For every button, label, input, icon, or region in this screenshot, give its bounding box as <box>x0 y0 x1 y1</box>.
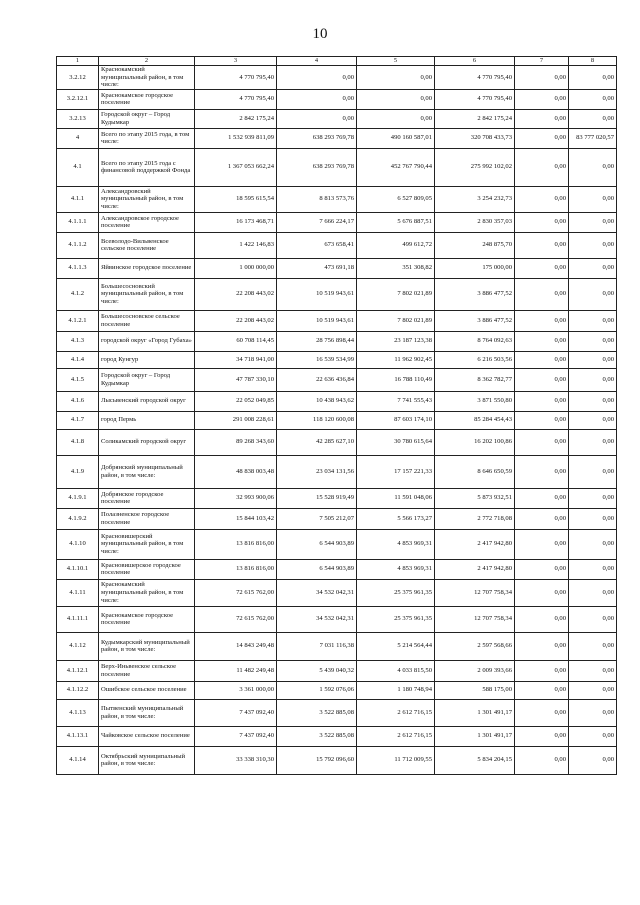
cell-territory-name: Верх-Иньвенское сельское поселение <box>99 660 195 681</box>
cell-local-budget: 2 417 942,80 <box>435 559 515 579</box>
cell-local-budget: 8 646 650,59 <box>435 455 515 488</box>
cell-additional-sources: 0,00 <box>569 351 617 368</box>
cell-total-cost: 11 482 249,48 <box>195 660 277 681</box>
cell-fund-support: 16 539 534,99 <box>277 351 357 368</box>
cell-fund-support: 6 544 903,89 <box>277 559 357 579</box>
cell-territory-name: Всеволодо-Вильвенское сельское поселение <box>99 232 195 258</box>
table-row <box>57 331 617 351</box>
table-row <box>57 746 617 774</box>
table-row <box>57 699 617 726</box>
cell-territory-name: Яйвинское городское поселение <box>99 258 195 278</box>
cell-fund-support: 1 592 076,06 <box>277 681 357 699</box>
cell-local-budget: 8 362 782,77 <box>435 368 515 391</box>
cell-local-budget: 2 842 175,24 <box>435 109 515 128</box>
cell-territory-name: Соликамский городской округ <box>99 429 195 455</box>
cell-total-cost: 89 268 343,60 <box>195 429 277 455</box>
cell-regional-budget: 7 802 021,89 <box>357 278 435 310</box>
cell-fund-support: 7 031 116,38 <box>277 632 357 660</box>
cell-territory-name: Краснокамское городское поселение <box>99 89 195 109</box>
cell-local-budget: 2 597 568,66 <box>435 632 515 660</box>
cell-local-budget: 2 417 942,80 <box>435 529 515 559</box>
col-header: 5 <box>357 57 435 66</box>
cell-additional-sources: 0,00 <box>569 508 617 529</box>
table-row <box>57 128 617 148</box>
table-row <box>57 109 617 128</box>
cell-local-budget: 2 772 718,08 <box>435 508 515 529</box>
cell-other-sources: 0,00 <box>515 331 569 351</box>
col-header: 3 <box>195 57 277 66</box>
table-row <box>57 391 617 411</box>
cell-fund-support: 22 636 436,84 <box>277 368 357 391</box>
table-row <box>57 726 617 746</box>
cell-total-cost: 1 367 053 662,24 <box>195 148 277 186</box>
cell-other-sources: 0,00 <box>515 66 569 90</box>
cell-regional-budget: 7 802 021,89 <box>357 310 435 331</box>
table-row <box>57 660 617 681</box>
cell-additional-sources: 0,00 <box>569 109 617 128</box>
cell-other-sources: 0,00 <box>515 232 569 258</box>
cell-local-budget: 4 770 795,40 <box>435 66 515 90</box>
cell-local-budget: 2 830 357,03 <box>435 212 515 232</box>
cell-local-budget: 16 202 100,86 <box>435 429 515 455</box>
cell-territory-name: город Пермь <box>99 411 195 429</box>
cell-total-cost: 72 615 762,00 <box>195 606 277 632</box>
cell-total-cost: 72 615 762,00 <box>195 579 277 606</box>
table-row <box>57 186 617 212</box>
cell-total-cost: 22 052 049,85 <box>195 391 277 411</box>
cell-additional-sources: 0,00 <box>569 411 617 429</box>
cell-other-sources: 0,00 <box>515 411 569 429</box>
cell-additional-sources: 0,00 <box>569 232 617 258</box>
cell-other-sources: 0,00 <box>515 258 569 278</box>
cell-local-budget: 275 992 102,02 <box>435 148 515 186</box>
cell-fund-support: 28 756 898,44 <box>277 331 357 351</box>
cell-regional-budget: 11 591 048,06 <box>357 488 435 508</box>
cell-additional-sources: 0,00 <box>569 660 617 681</box>
cell-other-sources: 0,00 <box>515 186 569 212</box>
cell-total-cost: 13 816 816,00 <box>195 559 277 579</box>
cell-other-sources: 0,00 <box>515 109 569 128</box>
cell-additional-sources: 0,00 <box>569 310 617 331</box>
cell-territory-name: Всего по этапу 2015 года, в том числе: <box>99 128 195 148</box>
cell-fund-support: 3 522 885,08 <box>277 726 357 746</box>
cell-regional-budget: 4 853 969,31 <box>357 529 435 559</box>
cell-row-number: 3.2.13 <box>57 109 99 128</box>
cell-local-budget: 12 707 758,34 <box>435 579 515 606</box>
cell-total-cost: 32 993 900,06 <box>195 488 277 508</box>
cell-row-number: 4.1.13 <box>57 699 99 726</box>
cell-row-number: 4.1.1 <box>57 186 99 212</box>
cell-row-number: 4.1.14 <box>57 746 99 774</box>
table-row <box>57 529 617 559</box>
cell-regional-budget: 6 527 809,05 <box>357 186 435 212</box>
cell-territory-name: Краснокамский муниципальный район, в том числе: <box>99 66 195 90</box>
cell-fund-support: 5 439 040,32 <box>277 660 357 681</box>
cell-row-number: 4.1.9.1 <box>57 488 99 508</box>
cell-territory-name: Александровское городское поселение <box>99 212 195 232</box>
cell-local-budget: 248 875,70 <box>435 232 515 258</box>
cell-regional-budget: 1 180 748,94 <box>357 681 435 699</box>
cell-additional-sources: 83 777 020,57 <box>569 128 617 148</box>
col-header: 8 <box>569 57 617 66</box>
cell-regional-budget: 11 962 902,45 <box>357 351 435 368</box>
cell-row-number: 4.1.7 <box>57 411 99 429</box>
cell-territory-name: Ошибское сельское поселение <box>99 681 195 699</box>
cell-row-number: 4.1.1.1 <box>57 212 99 232</box>
cell-regional-budget: 5 566 173,27 <box>357 508 435 529</box>
cell-additional-sources: 0,00 <box>569 681 617 699</box>
cell-other-sources: 0,00 <box>515 278 569 310</box>
cell-regional-budget: 4 853 969,31 <box>357 559 435 579</box>
cell-other-sources: 0,00 <box>515 726 569 746</box>
table-row <box>57 411 617 429</box>
cell-fund-support: 0,00 <box>277 66 357 90</box>
cell-total-cost: 16 173 468,71 <box>195 212 277 232</box>
cell-other-sources: 0,00 <box>515 699 569 726</box>
cell-additional-sources: 0,00 <box>569 488 617 508</box>
cell-other-sources: 0,00 <box>515 559 569 579</box>
cell-additional-sources: 0,00 <box>569 89 617 109</box>
table-row <box>57 148 617 186</box>
cell-row-number: 4.1.10 <box>57 529 99 559</box>
cell-fund-support: 7 505 212,07 <box>277 508 357 529</box>
cell-regional-budget: 4 033 815,50 <box>357 660 435 681</box>
cell-additional-sources: 0,00 <box>569 429 617 455</box>
cell-total-cost: 22 208 443,02 <box>195 310 277 331</box>
cell-local-budget: 4 770 795,40 <box>435 89 515 109</box>
cell-local-budget: 1 301 491,17 <box>435 726 515 746</box>
cell-local-budget: 175 000,00 <box>435 258 515 278</box>
cell-total-cost: 7 437 092,40 <box>195 726 277 746</box>
cell-row-number: 4.1.3 <box>57 331 99 351</box>
cell-local-budget: 5 834 204,15 <box>435 746 515 774</box>
cell-additional-sources: 0,00 <box>569 258 617 278</box>
cell-total-cost: 15 844 103,42 <box>195 508 277 529</box>
cell-other-sources: 0,00 <box>515 681 569 699</box>
cell-additional-sources: 0,00 <box>569 278 617 310</box>
cell-row-number: 4.1.1.3 <box>57 258 99 278</box>
cell-row-number: 4.1.11.1 <box>57 606 99 632</box>
cell-additional-sources: 0,00 <box>569 455 617 488</box>
cell-total-cost: 14 843 249,48 <box>195 632 277 660</box>
cell-total-cost: 60 708 114,45 <box>195 331 277 351</box>
cell-other-sources: 0,00 <box>515 508 569 529</box>
table-row <box>57 368 617 391</box>
cell-other-sources: 0,00 <box>515 660 569 681</box>
cell-row-number: 4.1.8 <box>57 429 99 455</box>
cell-territory-name: Красновишерский муниципальный район, в том числе: <box>99 529 195 559</box>
cell-additional-sources: 0,00 <box>569 632 617 660</box>
cell-territory-name: Всего по этапу 2015 года с финансовой поддержкой Фонда <box>99 148 195 186</box>
cell-local-budget: 5 873 932,51 <box>435 488 515 508</box>
cell-other-sources: 0,00 <box>515 632 569 660</box>
cell-row-number: 4.1.2 <box>57 278 99 310</box>
cell-local-budget: 3 254 232,73 <box>435 186 515 212</box>
cell-territory-name: Октябрьский муниципальный район, в том числе: <box>99 746 195 774</box>
cell-total-cost: 1 422 146,83 <box>195 232 277 258</box>
cell-fund-support: 638 293 769,78 <box>277 128 357 148</box>
cell-fund-support: 638 293 769,78 <box>277 148 357 186</box>
cell-other-sources: 0,00 <box>515 746 569 774</box>
cell-regional-budget: 351 308,82 <box>357 258 435 278</box>
table-row <box>57 488 617 508</box>
cell-total-cost: 2 842 175,24 <box>195 109 277 128</box>
cell-other-sources: 0,00 <box>515 148 569 186</box>
cell-other-sources: 0,00 <box>515 128 569 148</box>
cell-additional-sources: 0,00 <box>569 559 617 579</box>
cell-fund-support: 10 438 943,62 <box>277 391 357 411</box>
budget-table <box>56 56 617 775</box>
cell-regional-budget: 5 676 887,51 <box>357 212 435 232</box>
cell-territory-name: Добрянское городское поселение <box>99 488 195 508</box>
cell-row-number: 4.1.4 <box>57 351 99 368</box>
cell-fund-support: 10 519 943,61 <box>277 310 357 331</box>
cell-row-number: 4.1.5 <box>57 368 99 391</box>
cell-total-cost: 4 770 795,40 <box>195 89 277 109</box>
cell-regional-budget: 17 157 221,33 <box>357 455 435 488</box>
cell-row-number: 4.1.12 <box>57 632 99 660</box>
cell-additional-sources: 0,00 <box>569 368 617 391</box>
cell-total-cost: 48 838 003,48 <box>195 455 277 488</box>
cell-additional-sources: 0,00 <box>569 529 617 559</box>
cell-total-cost: 291 008 228,61 <box>195 411 277 429</box>
cell-row-number: 4.1.10.1 <box>57 559 99 579</box>
col-header: 7 <box>515 57 569 66</box>
cell-fund-support: 0,00 <box>277 109 357 128</box>
cell-additional-sources: 0,00 <box>569 579 617 606</box>
table-row <box>57 66 617 90</box>
cell-row-number: 4 <box>57 128 99 148</box>
table-row <box>57 310 617 331</box>
cell-total-cost: 34 718 941,00 <box>195 351 277 368</box>
table-row <box>57 278 617 310</box>
cell-other-sources: 0,00 <box>515 579 569 606</box>
table-row <box>57 559 617 579</box>
cell-territory-name: Кудымкарский муниципальный район, в том числе: <box>99 632 195 660</box>
cell-territory-name: Полазненское городское поселение <box>99 508 195 529</box>
table-row <box>57 508 617 529</box>
cell-other-sources: 0,00 <box>515 368 569 391</box>
cell-other-sources: 0,00 <box>515 488 569 508</box>
cell-total-cost: 18 595 615,54 <box>195 186 277 212</box>
table-row <box>57 212 617 232</box>
cell-total-cost: 47 787 330,10 <box>195 368 277 391</box>
cell-regional-budget: 23 187 123,38 <box>357 331 435 351</box>
cell-fund-support: 673 658,41 <box>277 232 357 258</box>
table-row <box>57 606 617 632</box>
cell-total-cost: 33 338 310,30 <box>195 746 277 774</box>
cell-other-sources: 0,00 <box>515 391 569 411</box>
cell-territory-name: город Кунгур <box>99 351 195 368</box>
cell-territory-name: Добрянский муниципальный район, в том числе: <box>99 455 195 488</box>
cell-row-number: 4.1.9 <box>57 455 99 488</box>
cell-row-number: 4.1 <box>57 148 99 186</box>
table-row <box>57 429 617 455</box>
cell-row-number: 4.1.1.2 <box>57 232 99 258</box>
cell-local-budget: 588 175,00 <box>435 681 515 699</box>
cell-local-budget: 85 284 454,43 <box>435 411 515 429</box>
cell-territory-name: Большесосновское сельское поселение <box>99 310 195 331</box>
cell-regional-budget: 16 788 110,49 <box>357 368 435 391</box>
cell-additional-sources: 0,00 <box>569 699 617 726</box>
table-row <box>57 455 617 488</box>
cell-local-budget: 3 871 550,80 <box>435 391 515 411</box>
cell-fund-support: 15 792 096,60 <box>277 746 357 774</box>
table-row <box>57 632 617 660</box>
cell-territory-name: Городской округ – Город Кудымкар <box>99 109 195 128</box>
cell-row-number: 3.2.12.1 <box>57 89 99 109</box>
cell-regional-budget: 7 741 555,43 <box>357 391 435 411</box>
cell-total-cost: 22 208 443,02 <box>195 278 277 310</box>
cell-regional-budget: 30 780 615,64 <box>357 429 435 455</box>
cell-regional-budget: 5 214 564,44 <box>357 632 435 660</box>
cell-regional-budget: 25 375 961,35 <box>357 579 435 606</box>
cell-additional-sources: 0,00 <box>569 148 617 186</box>
cell-regional-budget: 11 712 009,55 <box>357 746 435 774</box>
cell-fund-support: 0,00 <box>277 89 357 109</box>
cell-fund-support: 118 120 600,08 <box>277 411 357 429</box>
cell-row-number: 4.1.2.1 <box>57 310 99 331</box>
cell-local-budget: 6 216 503,56 <box>435 351 515 368</box>
col-header: 4 <box>277 57 357 66</box>
cell-territory-name: Лысьвенский городской округ <box>99 391 195 411</box>
cell-other-sources: 0,00 <box>515 606 569 632</box>
cell-territory-name: Краснокамское городское поселение <box>99 606 195 632</box>
cell-total-cost: 1 000 000,00 <box>195 258 277 278</box>
cell-total-cost: 13 816 816,00 <box>195 529 277 559</box>
cell-regional-budget: 499 612,72 <box>357 232 435 258</box>
cell-other-sources: 0,00 <box>515 455 569 488</box>
table-row <box>57 89 617 109</box>
cell-total-cost: 1 532 939 811,09 <box>195 128 277 148</box>
cell-local-budget: 1 301 491,17 <box>435 699 515 726</box>
cell-fund-support: 23 034 131,56 <box>277 455 357 488</box>
cell-row-number: 4.1.12.1 <box>57 660 99 681</box>
cell-regional-budget: 2 612 716,15 <box>357 699 435 726</box>
cell-fund-support: 42 285 627,10 <box>277 429 357 455</box>
cell-row-number: 4.1.9.2 <box>57 508 99 529</box>
cell-other-sources: 0,00 <box>515 529 569 559</box>
cell-row-number: 4.1.11 <box>57 579 99 606</box>
cell-regional-budget: 0,00 <box>357 66 435 90</box>
cell-fund-support: 34 532 042,31 <box>277 579 357 606</box>
cell-regional-budget: 25 375 961,35 <box>357 606 435 632</box>
cell-regional-budget: 0,00 <box>357 89 435 109</box>
cell-fund-support: 34 532 042,31 <box>277 606 357 632</box>
cell-fund-support: 15 528 919,49 <box>277 488 357 508</box>
table-row <box>57 681 617 699</box>
cell-row-number: 4.1.6 <box>57 391 99 411</box>
cell-territory-name: городской округ «Город Губаха» <box>99 331 195 351</box>
cell-additional-sources: 0,00 <box>569 331 617 351</box>
cell-row-number: 4.1.12.2 <box>57 681 99 699</box>
cell-territory-name: Чайковское сельское поселение <box>99 726 195 746</box>
cell-territory-name: Александровский муниципальный район, в том числе: <box>99 186 195 212</box>
cell-fund-support: 8 813 573,76 <box>277 186 357 212</box>
cell-additional-sources: 0,00 <box>569 186 617 212</box>
cell-other-sources: 0,00 <box>515 212 569 232</box>
col-header: 1 <box>57 57 99 66</box>
cell-other-sources: 0,00 <box>515 310 569 331</box>
table-row <box>57 232 617 258</box>
cell-row-number: 3.2.12 <box>57 66 99 90</box>
cell-fund-support: 3 522 885,08 <box>277 699 357 726</box>
cell-local-budget: 8 764 092,63 <box>435 331 515 351</box>
cell-fund-support: 10 519 943,61 <box>277 278 357 310</box>
cell-row-number: 4.1.13.1 <box>57 726 99 746</box>
header-row <box>57 57 617 66</box>
cell-additional-sources: 0,00 <box>569 746 617 774</box>
table-row <box>57 579 617 606</box>
cell-additional-sources: 0,00 <box>569 66 617 90</box>
table-body <box>57 66 617 775</box>
cell-additional-sources: 0,00 <box>569 606 617 632</box>
cell-local-budget: 2 009 393,66 <box>435 660 515 681</box>
cell-territory-name: Городской округ – Город Кудымкар <box>99 368 195 391</box>
cell-regional-budget: 452 767 790,44 <box>357 148 435 186</box>
cell-territory-name: Краснокамский муниципальный район, в том числе: <box>99 579 195 606</box>
cell-fund-support: 6 544 903,89 <box>277 529 357 559</box>
col-header: 6 <box>435 57 515 66</box>
cell-regional-budget: 2 612 716,15 <box>357 726 435 746</box>
cell-territory-name: Красновишерское городское поселение <box>99 559 195 579</box>
table-row <box>57 351 617 368</box>
col-header: 2 <box>99 57 195 66</box>
cell-territory-name: Большесосновский муниципальный район, в том числе: <box>99 278 195 310</box>
cell-total-cost: 3 361 000,00 <box>195 681 277 699</box>
cell-additional-sources: 0,00 <box>569 212 617 232</box>
cell-additional-sources: 0,00 <box>569 726 617 746</box>
cell-local-budget: 320 708 433,73 <box>435 128 515 148</box>
cell-total-cost: 7 437 092,40 <box>195 699 277 726</box>
cell-other-sources: 0,00 <box>515 351 569 368</box>
cell-fund-support: 7 666 224,17 <box>277 212 357 232</box>
cell-fund-support: 473 691,18 <box>277 258 357 278</box>
cell-other-sources: 0,00 <box>515 429 569 455</box>
cell-other-sources: 0,00 <box>515 89 569 109</box>
cell-local-budget: 3 886 477,52 <box>435 310 515 331</box>
cell-regional-budget: 0,00 <box>357 109 435 128</box>
cell-regional-budget: 490 160 587,01 <box>357 128 435 148</box>
cell-local-budget: 12 707 758,34 <box>435 606 515 632</box>
cell-regional-budget: 87 603 174,10 <box>357 411 435 429</box>
table-row <box>57 258 617 278</box>
page-number: 10 <box>312 26 328 42</box>
cell-total-cost: 4 770 795,40 <box>195 66 277 90</box>
cell-local-budget: 3 886 477,52 <box>435 278 515 310</box>
cell-territory-name: Пытвенский муниципальный район, в том числе: <box>99 699 195 726</box>
cell-additional-sources: 0,00 <box>569 391 617 411</box>
